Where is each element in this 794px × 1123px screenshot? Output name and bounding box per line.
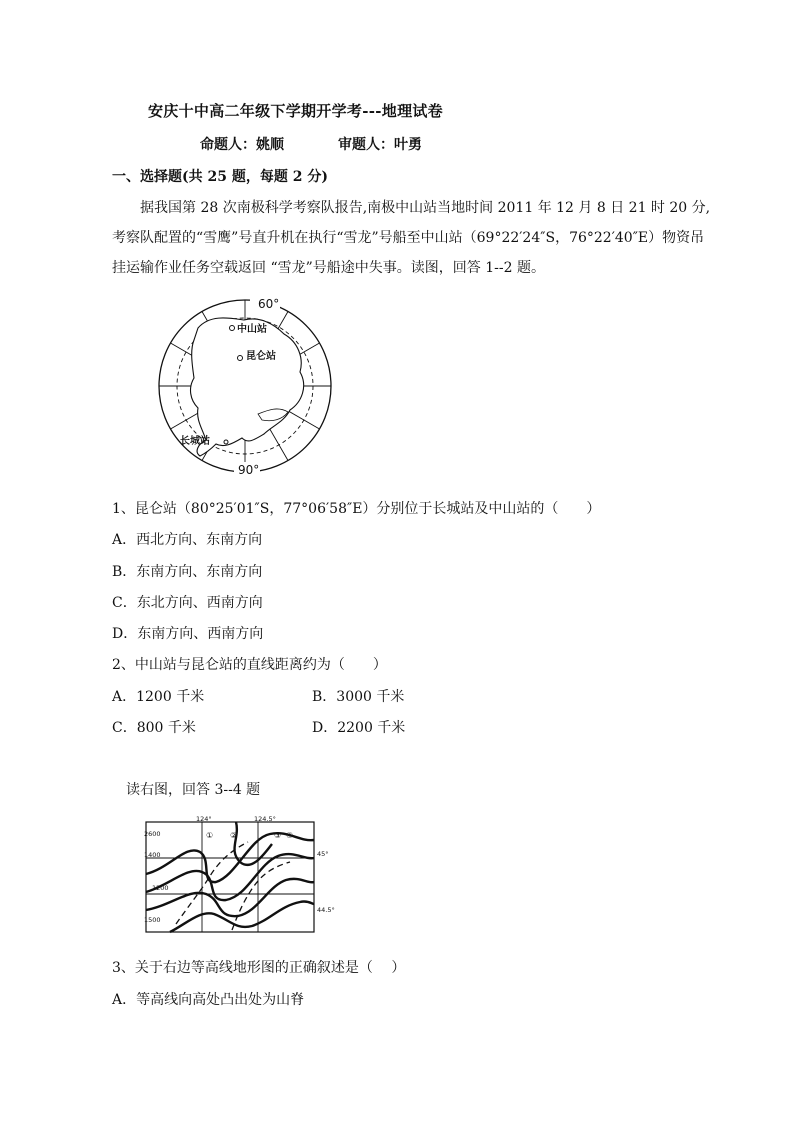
question-1-stem: 1、昆仑站（80°25′01″S，77°06′58″E）分别位于长城站及中山站的（ ） — [112, 501, 601, 517]
passage-line-1: 据我国第 28 次南极科学考察队报告,南极中山站当地时间 2011 年 12 月 8 日 21 时 20 分, — [140, 200, 711, 216]
longitude-label-124: 124° — [196, 815, 212, 823]
latitude-label-45: 45° — [317, 850, 329, 858]
q1-option-c: C．东北方向、西南方向 — [112, 595, 263, 611]
lat-label-60: 60° — [258, 297, 280, 311]
q1-option-b: B．东南方向、东南方向 — [112, 564, 263, 580]
contour-label-1200: 1200 — [152, 884, 169, 892]
contour-map — [140, 814, 340, 936]
exam-reviewer: 审题人：叶勇 — [338, 137, 422, 153]
marker-2: ② — [230, 831, 238, 840]
q3-option-a: A．等高线向高处凸出处为山脊 — [112, 992, 305, 1008]
q2-option-c: C．800 千米 — [112, 720, 196, 736]
latitude-label-44-5: 44.5° — [317, 906, 335, 914]
question-2-stem: 2、中山站与昆仑站的直线距离约为（ ） — [112, 657, 387, 673]
contour-label-1400: 1400 — [144, 851, 161, 859]
kunlun-label: 昆仑站 — [246, 351, 276, 362]
passage-2: 读右图，回答 3--4 题 — [126, 782, 261, 798]
changcheng-label: 长城站 — [180, 436, 210, 447]
exam-setter: 命题人：姚顺 — [200, 137, 284, 153]
exam-title: 安庆十中高二年级下学期开学考---地理试卷 — [148, 102, 443, 120]
passage-line-2: 考察队配置的“雪鹰”号直升机在执行“雪龙”号船至中山站（69°22′24″S，76°22′40″E）物资吊 — [112, 230, 705, 246]
q2-option-b: B．3000 千米 — [312, 689, 405, 705]
zhongshan-label: 中山站 — [237, 324, 267, 335]
marker-3: ③ — [274, 831, 282, 840]
contour-label-1500: 1500 — [144, 916, 161, 924]
q1-option-a: A．西北方向、东南方向 — [112, 532, 263, 548]
q1-option-d: D．东南方向、西南方向 — [112, 626, 264, 642]
question-3-stem: 3、关于右边等高线地形图的正确叙述是（ ） — [112, 960, 406, 976]
longitude-label-124-5: 124.5° — [254, 815, 276, 823]
q2-option-d: D．2200 千米 — [312, 720, 406, 736]
q2-option-a: A．1200 千米 — [112, 689, 205, 705]
marker-1: ① — [206, 831, 214, 840]
lat-label-90: 90° — [238, 463, 260, 477]
section-heading: 一、选择题(共 25 题，每题 2 分) — [112, 169, 328, 185]
marker-4: ④ — [286, 831, 294, 840]
passage-line-3: 挂运输作业任务空载返回 “雪龙”号船途中失事。读图，回答 1--2 题。 — [112, 260, 545, 276]
antarctica-map — [150, 294, 340, 480]
contour-label-2600: 2600 — [144, 830, 161, 838]
